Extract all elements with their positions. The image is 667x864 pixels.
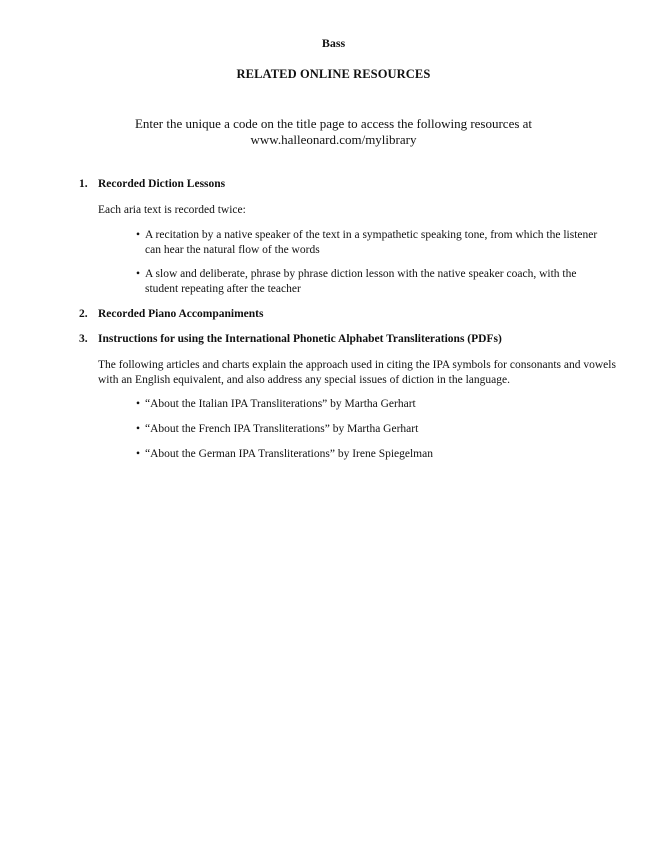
section-2-heading: [79, 307, 263, 322]
bullet-item: [136, 422, 606, 437]
voice-heading: Bass: [321, 36, 346, 50]
section-number: 2.: [79, 308, 88, 320]
intro-paragraph: [100, 116, 567, 148]
section-number: 3.: [79, 333, 88, 345]
bullet-item: [136, 397, 606, 412]
bullet-item: [136, 267, 606, 297]
section-title: Instructions for using the International Phonetic Alphabet Transliterations (PDFs): [98, 333, 502, 345]
bullet-item: [136, 447, 606, 462]
bullet-text: “About the German IPA Transliterations” by Irene Spiegelman: [145, 448, 433, 460]
page-title: RELATED ONLINE RESOURCES: [236, 67, 431, 81]
bullet-mark: •: [136, 423, 141, 435]
bullet-text: A slow and deliberate, phrase by phrase diction lesson with the native speaker coach, with the student repeating after the teacher: [145, 268, 577, 295]
section-1-text: Each aria text is recorded twice:: [98, 204, 246, 216]
bullet-text: “About the Italian IPA Transliterations” by Martha Gerhart: [145, 398, 416, 410]
section-3-heading: [79, 332, 502, 347]
section-3-text: The following articles and charts explain the approach used in citing the IPA symbols for consonants and vowels with an English equivalent, and also address any special issues of diction in the language.: [98, 359, 616, 386]
intro-line: Enter the unique a code on the title page to access the following resources at: [134, 116, 533, 131]
bullet-mark: •: [136, 448, 141, 460]
bullet-text: “About the French IPA Transliterations” by Martha Gerhart: [145, 423, 419, 435]
bullet-item: [136, 228, 606, 258]
section-title: Recorded Diction Lessons: [98, 178, 226, 190]
intro-url: www.halleonard.com/mylibrary: [250, 132, 417, 147]
section-title: Recorded Piano Accompaniments: [98, 308, 264, 320]
bullet-mark: •: [136, 229, 141, 241]
bullet-mark: •: [136, 398, 141, 410]
section-number: 1.: [79, 178, 88, 190]
bullet-text: A recitation by a native speaker of the text in a sympathetic speaking tone, from which the listener can hear the natural flow of the words: [145, 229, 598, 256]
bullet-mark: •: [136, 268, 141, 280]
section-1-heading: [79, 177, 225, 192]
